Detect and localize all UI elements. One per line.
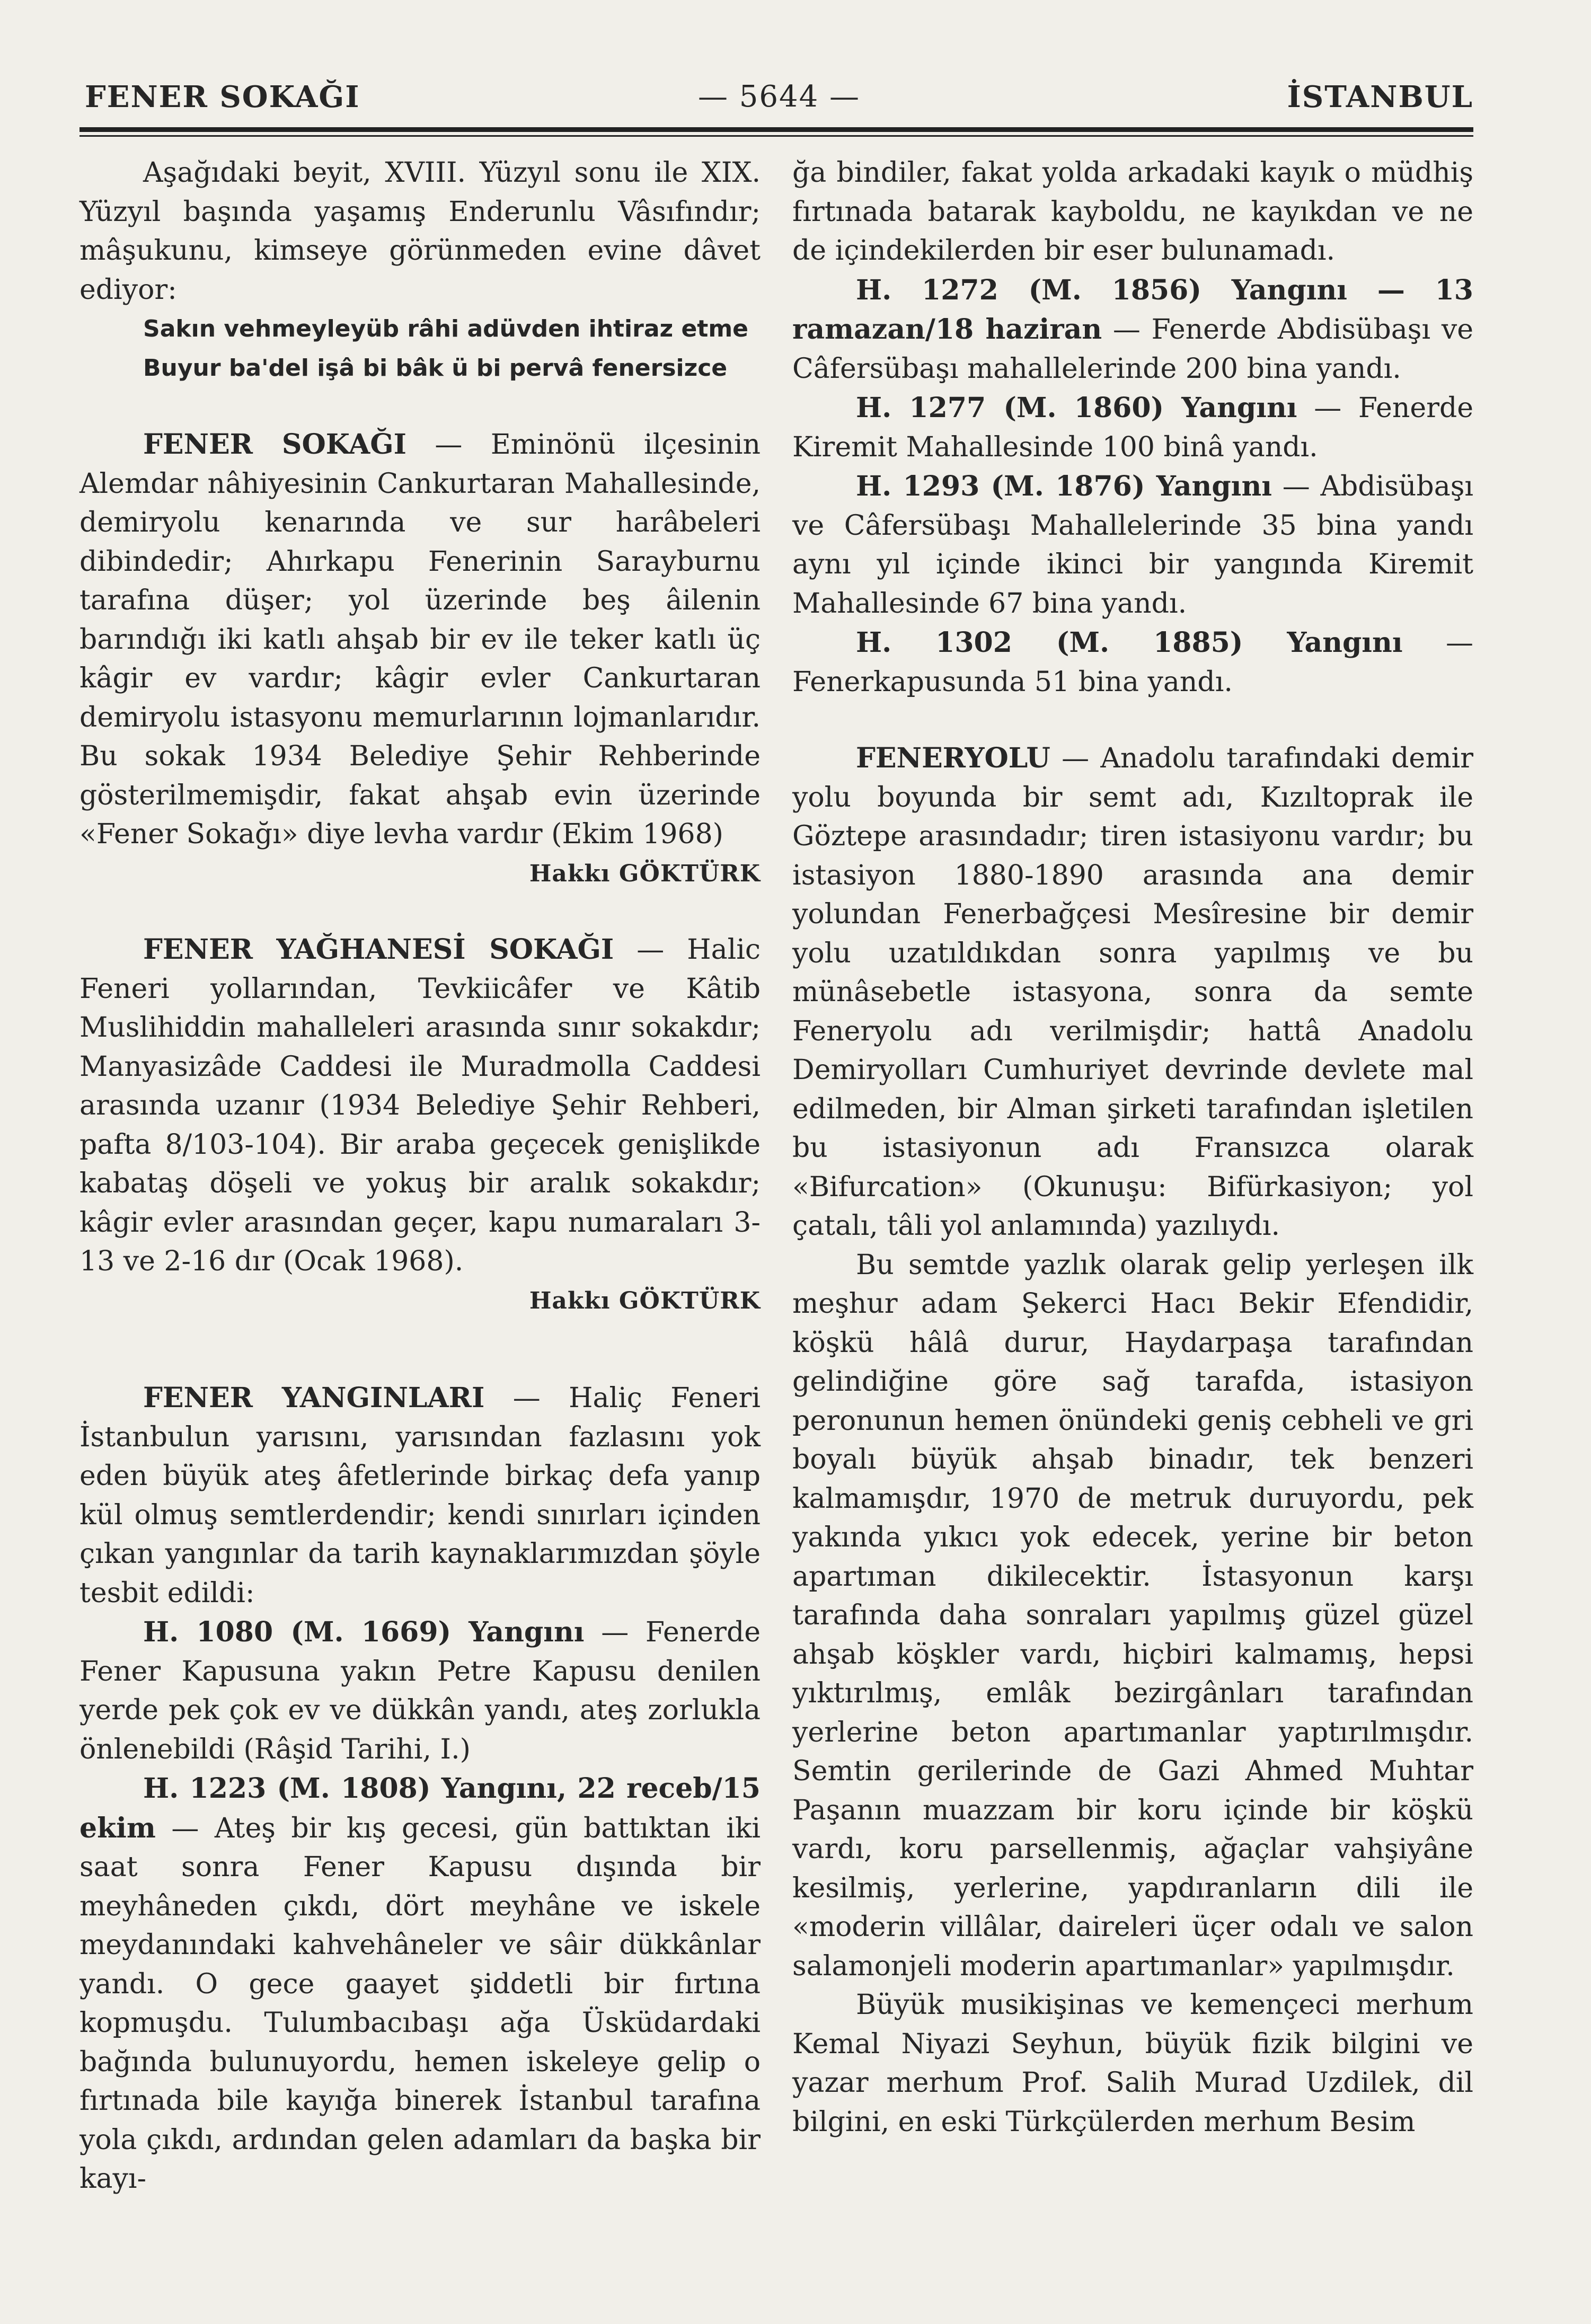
- header-rule-thin: [79, 135, 1473, 137]
- running-head-left: FENER SOKAĞI: [85, 79, 360, 114]
- fire-heading: H. 1272 (M. 1856) Yangını — 13 ramazan/18 haziran: [792, 273, 1473, 346]
- fire-heading: H. 1277 (M. 1860) Yangını: [856, 392, 1297, 424]
- entry-title: FENERYOLU: [856, 742, 1050, 774]
- header-rule-thick: [79, 127, 1473, 132]
- verse-line-2: Buyur ba'del işâ bi bâk ü bi pervâ fenersizce: [143, 355, 728, 382]
- fire-record: [792, 623, 1473, 702]
- fire-text: — Fenerde Kiremit Mahallesinde 100 binâ yandı.: [792, 392, 1474, 463]
- author-signature: Hakkı GÖKTÜRK: [529, 860, 761, 887]
- fire-record: [79, 1613, 761, 1769]
- body-paragraph: Büyük musikişinas ve kemençeci merhum Kemal Niyazi Seyhun, büyük fizik bilgini ve yazar merhum Prof. Salih Murad Uzdilek, dil bilgini, en eski Türkçülerden merhum Besim: [792, 1989, 1473, 2138]
- intro-paragraph: Aşağıdaki beyit, XVIII. Yüzyıl sonu ile XIX. Yüzyıl başında yaşamış Enderunlu Vâsıfındır; mâşukunu, kimseye görünmeden evine dâvet ediyor:: [79, 157, 761, 306]
- fire-record: [792, 388, 1473, 467]
- left-column: [79, 154, 761, 2199]
- fire-heading: H. 1080 (M. 1669) Yangını: [143, 1616, 585, 1648]
- continuation-paragraph: ğa bindiler, fakat yolda arkadaki kayık o müdhiş fırtınada batarak kayboldu, ne kayıkdan ve ne de içindekilerden bir eser bulunamadı.: [792, 157, 1473, 267]
- fire-record: [79, 1769, 761, 2199]
- fire-heading: H. 1302 (M. 1885) Yangını: [856, 626, 1403, 659]
- fire-text: — Ateş bir kış gecesi, gün battıktan iki saat sonra Fener Kapusu dışında bir meyhâneden çıkdı, dört meyhâne ve iskele meydanındaki kahvehâneler ve sâir dükkânlar yandı. O gece gaayet şiddetli bir fırtına kopmuşdu. Tulumbacıbaşı ağa Üsküdardaki bağında bulunuyordu, hemen iskeleye gelip o fırtınada bile kayığa binerek İstanbul tarafına yola çıkdı, ardından gelen adamları da başka bir kayı-: [79, 1812, 761, 2195]
- fire-record: [792, 271, 1473, 389]
- page-number: — 5644 —: [697, 79, 861, 114]
- right-column: [792, 154, 1473, 2142]
- entry-fener-sokagi: [79, 425, 761, 854]
- fire-heading: H. 1293 (M. 1876) Yangını: [856, 470, 1272, 502]
- entry-text: — Haliç Feneri İstanbulun yarısını, yarısından fazlasını yok eden büyük ateş âfetlerinde birkaç defa yanıp kül olmuş semtlerdendir; kendi sınırları içinden çıkan yangınlar da tarih kaynaklarımızdan şöyle tesbit edildi:: [79, 1382, 761, 1609]
- fire-text: — Fenerde Abdisübaşı ve Câfersübaşı mahallelerinde 200 bina yandı.: [792, 314, 1473, 385]
- body-paragraph: Bu semtde yazlık olarak gelip yerleşen ilk meşhur adam Şekerci Hacı Bekir Efendidir, köşkü hâlâ durur, Haydarpaşa tarafından gelindiğine göre sağ tarafda, istasiyon peronunun hemen önündeki geniş cebheli ve gri boyalı büyük ahşab binadır, tek benzeri kalmamışdır, 1970 de metruk duruyordu, pek yakında yıkıcı yok edecek, yerine bir beton apartıman dikilecektir. İstasyonun karşı tarafında daha sonraları yapılmış güzel güzel ahşab köşkler vardı, hiçbiri kalmamış, hepsi yıktırılmış, emlâk bezirgânları tarafından yerlerine beton apartımanlar yaptırılmışdır. Semtin gerilerinde de Gazi Ahmed Muhtar Paşanın muazzam bir koru içinde bir köşkü vardı, koru parsellenmiş, ağaçlar vahşiyâne kesilmiş, yerlerine, yapdıranların dili ile «moderin villâlar, daireleri üçer odalı ve salon salamonjeli moderin apartımanlar» yapılmışdır.: [792, 1249, 1473, 1982]
- running-head-right: İSTANBUL: [1287, 79, 1473, 114]
- fire-text: — Fenerkapusunda 51 bina yandı.: [792, 627, 1474, 698]
- fire-text: — Abdisübaşı ve Câfersübaşı Mahallelerinde 35 bina yandı aynı yıl içinde ikinci bir yangında Kiremit Mahallesinde 67 bina yandı.: [792, 471, 1474, 620]
- fire-heading: H. 1223 (M. 1808) Yangını, 22 receb/15 ekim: [79, 1772, 761, 1844]
- page-header: [85, 79, 1473, 127]
- entry-text: — Eminönü ilçesinin Alemdar nâhiyesinin Cankurtaran Mahallesinde, demiryolu kenarında ve sur harâbeleri dibindedir; Ahırkapu Fenerinin Sarayburnu tarafına düşer; yol üzerinde beş âilenin barındığı iki katlı ahşab bir ev ile teker katlı üç kâgir ev vardır; kâgir evler Cankurtaran demiryolu istasyonu memurlarının lojmanlarıdır. Bu sokak 1934 Belediye Şehir Rehberinde gösterilmemişdir, fakat ahşab evin üzerinde «Fener Sokağı» diye levha vardır (Ekim 1968): [79, 429, 761, 850]
- author-signature: Hakkı GÖKTÜRK: [529, 1287, 761, 1314]
- entry-fener-yanginlari: [79, 1379, 761, 1613]
- entry-title: FENER SOKAĞI: [143, 428, 406, 461]
- entry-text: — Halic Feneri yollarından, Tevkiicâfer ve Kâtib Muslihiddin mahalleleri arasında sınır sokakdır; Manyasizâde Caddesi ile Muradmolla Caddesi arasında uzanır (1934 Belediye Şehir Rehberi, pafta 8/103-104). Bir araba geçecek genişlikde kabataş döşeli ve yokuş bir aralık sokakdır; kâgir evler arasından geçer, kapu numaraları 3-13 ve 2-16 dır (Ocak 1968).: [79, 934, 761, 1277]
- entry-fener-yaghanesi: [79, 930, 761, 1282]
- fire-record: [792, 467, 1473, 623]
- entry-title: FENER YANGINLARI: [143, 1382, 485, 1414]
- verse-line-1: Sakın vehmeyleyüb râhi adüvden ihtiraz etme: [143, 315, 749, 342]
- entry-feneryolu: [792, 739, 1473, 1246]
- fire-text: — Fenerde Fener Kapusuna yakın Petre Kapusu denilen yerde pek çok ev ve dükkân yandı, ateş zorlukla önlenebildi (Râşid Tarihi, I.): [79, 1616, 761, 1765]
- entry-title: FENER YAĞHANESİ SOKAĞI: [143, 933, 614, 966]
- entry-text: — Anadolu tarafındaki demir yolu boyunda bir semt adı, Kızıltoprak ile Göztepe arasındadır; tiren istasiyonu vardır; bu istasiyon 1880-1890 arasında ana demir yolundan Fenerbağçesi Mesîresine bir demir yolu uzatıldıkdan sonra yapılmış ve bu münâsebetle istasyona, sonra da semte Feneryolu adı verilmişdir; hattâ Anadolu Demiryolları Cumhuriyet devrinde devlete mal edilmeden, bir Alman şirketi tarafından işletilen bu istasiyonun adı Fransızca olarak «Bifurcation» (Okunuşu: Bifürkasiyon; yol çatalı, tâli yol anlamında) yazılıydı.: [792, 743, 1473, 1242]
